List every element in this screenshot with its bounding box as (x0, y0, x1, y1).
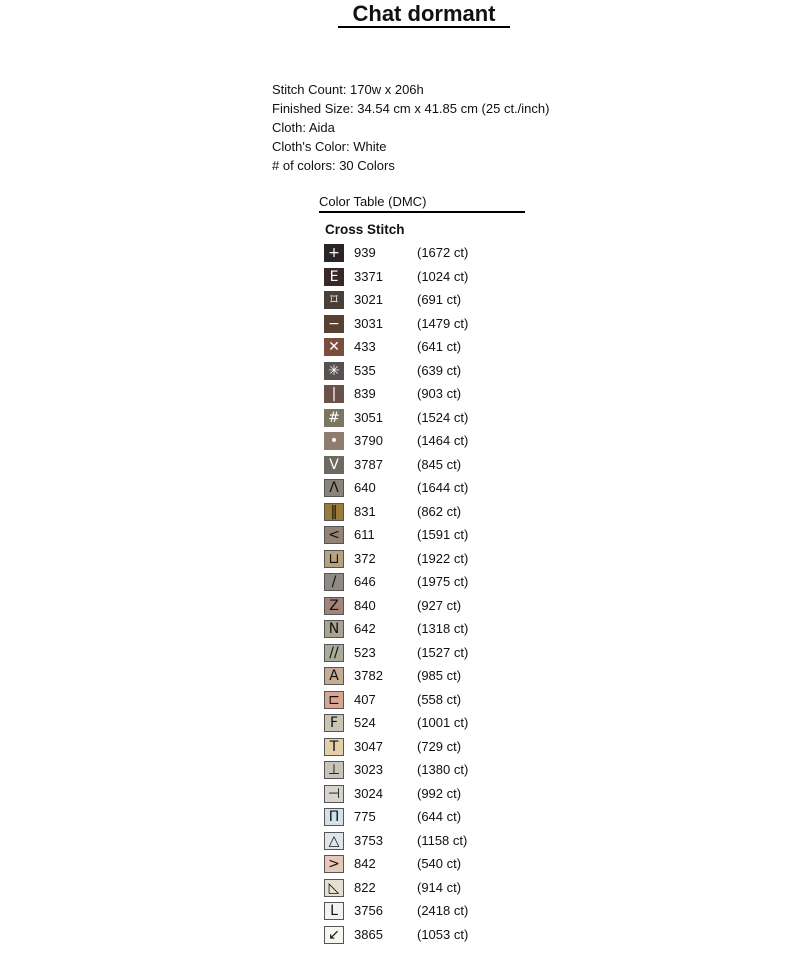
dmc-code: 433 (354, 339, 376, 354)
stitch-symbol-icon: # (324, 409, 344, 427)
dmc-code: 3782 (354, 668, 383, 683)
page-title: Chat dormant (338, 0, 510, 28)
dmc-code: 822 (354, 879, 376, 895)
dmc-code: 939 (354, 245, 376, 260)
dmc-code: 840 (354, 597, 376, 613)
stitch-symbol-icon: ⌑ (324, 291, 344, 309)
stitch-count-value: (558 ct) (417, 691, 462, 707)
dmc-code: 407 (354, 691, 376, 707)
stitch-count-value: (1318 ct) (417, 621, 469, 636)
cloth: Cloth: Aida (272, 120, 335, 135)
stitch-symbol-icon: ✕ (324, 338, 344, 356)
dmc-code: 611 (354, 527, 375, 542)
stitch-count: Stitch Count: 170w x 206h (272, 82, 424, 97)
dmc-code: 524 (354, 715, 376, 730)
stitch-symbol-icon: / (324, 573, 344, 591)
dmc-code: 535 (354, 362, 376, 378)
stitch-symbol-icon: • (324, 432, 344, 450)
stitch-symbol-icon: N (324, 620, 344, 638)
dmc-code: 775 (354, 809, 376, 824)
stitch-symbol-icon: + (324, 244, 344, 262)
stitch-count-value: (1524 ct) (417, 409, 469, 425)
dmc-code: 3021 (354, 292, 383, 307)
dmc-code: 3790 (354, 433, 383, 448)
stitch-count-value: (914 ct) (417, 879, 462, 895)
dmc-code: 3031 (354, 315, 383, 331)
stitch-symbol-icon: E (324, 268, 344, 286)
stitch-count-value: (1922 ct) (417, 550, 469, 566)
stitch-count-value: (1644 ct) (417, 480, 469, 495)
stitch-symbol-icon: Π (324, 808, 344, 826)
stitch-count-value: (639 ct) (417, 362, 462, 378)
stitch-symbol-icon: ⊔ (324, 550, 344, 568)
stitch-symbol-icon: < (324, 526, 344, 544)
stitch-symbol-icon: Z (324, 597, 344, 615)
stitch-count-value: (862 ct) (417, 503, 462, 519)
stitch-count-value: (729 ct) (417, 738, 462, 754)
stitch-symbol-icon: ‖ (324, 503, 344, 521)
stitch-symbol-icon: | (324, 385, 344, 403)
dmc-code: 3787 (354, 456, 383, 472)
stitch-count-value: (1527 ct) (417, 644, 469, 660)
stitch-count-value: (1024 ct) (417, 268, 469, 284)
stitch-symbol-icon: ↙ (324, 926, 344, 944)
stitch-count-value: (1001 ct) (417, 715, 469, 730)
dmc-code: 3047 (354, 738, 383, 754)
dmc-code: 646 (354, 574, 376, 589)
stitch-symbol-icon: > (324, 855, 344, 873)
dmc-code: 839 (354, 386, 376, 401)
dmc-code: 3024 (354, 785, 383, 801)
dmc-code: 842 (354, 856, 376, 871)
stitch-count-value: (845 ct) (417, 456, 462, 472)
stitch-count-value: (1672 ct) (417, 245, 469, 260)
stitch-count-value: (985 ct) (417, 668, 462, 683)
dmc-code: 3051 (354, 409, 383, 425)
stitch-count-value: (641 ct) (417, 339, 462, 354)
stitch-count-value: (644 ct) (417, 809, 462, 824)
stitch-symbol-icon: − (324, 315, 344, 333)
stitch-count-value: (1464 ct) (417, 433, 469, 448)
stitch-count-value: (540 ct) (417, 856, 462, 871)
stitch-count-value: (903 ct) (417, 386, 462, 401)
pattern-info (272, 80, 549, 175)
stitch-count-value: (1591 ct) (417, 527, 469, 542)
dmc-code: 3756 (354, 903, 383, 918)
stitch-symbol-icon: T (324, 738, 344, 756)
stitch-symbol-icon: ⊥ (324, 761, 344, 779)
stitch-count-value: (992 ct) (417, 785, 462, 801)
dmc-code: 831 (354, 503, 376, 519)
stitch-count-value: (1158 ct) (417, 832, 468, 848)
stitch-symbol-icon: △ (324, 832, 344, 850)
stitch-count-value: (1053 ct) (417, 926, 469, 942)
finished-size: Finished Size: 34.54 cm x 41.85 cm (25 ct./inch) (272, 101, 550, 116)
dmc-code: 372 (354, 550, 376, 566)
stitch-count-value: (1975 ct) (417, 574, 469, 589)
dmc-code: 3371 (354, 268, 383, 284)
dmc-code: 3753 (354, 832, 383, 848)
stitch-count-value: (1380 ct) (417, 762, 469, 777)
stitch-symbol-icon: L (324, 902, 344, 920)
stitch-symbol-icon: A (324, 667, 344, 685)
cloth-color: Cloth's Color: White (272, 139, 387, 154)
dmc-code: 523 (354, 644, 376, 660)
stitch-symbol-icon: ⊏ (324, 691, 344, 709)
stitch-count-value: (691 ct) (417, 292, 462, 307)
stitch-count-value: (2418 ct) (417, 903, 469, 918)
dmc-code: 640 (354, 480, 376, 495)
stitch-symbol-icon: V (324, 456, 344, 474)
stitch-count-value: (1479 ct) (417, 315, 469, 331)
stitch-count-value: (927 ct) (417, 597, 462, 613)
stitch-symbol-icon: // (324, 644, 344, 662)
color-table-header: Color Table (DMC) (319, 192, 525, 213)
stitch-symbol-icon: ◺ (324, 879, 344, 897)
stitch-symbol-icon: Λ (324, 479, 344, 497)
cross-stitch-label: Cross Stitch (325, 222, 405, 237)
stitch-symbol-icon: ⊣ (324, 785, 344, 803)
dmc-code: 3023 (354, 762, 383, 777)
number-of-colors: # of colors: 30 Colors (272, 158, 395, 173)
dmc-code: 3865 (354, 926, 383, 942)
dmc-code: 642 (354, 621, 376, 636)
stitch-symbol-icon: ✳ (324, 362, 344, 380)
stitch-symbol-icon: F (324, 714, 344, 732)
